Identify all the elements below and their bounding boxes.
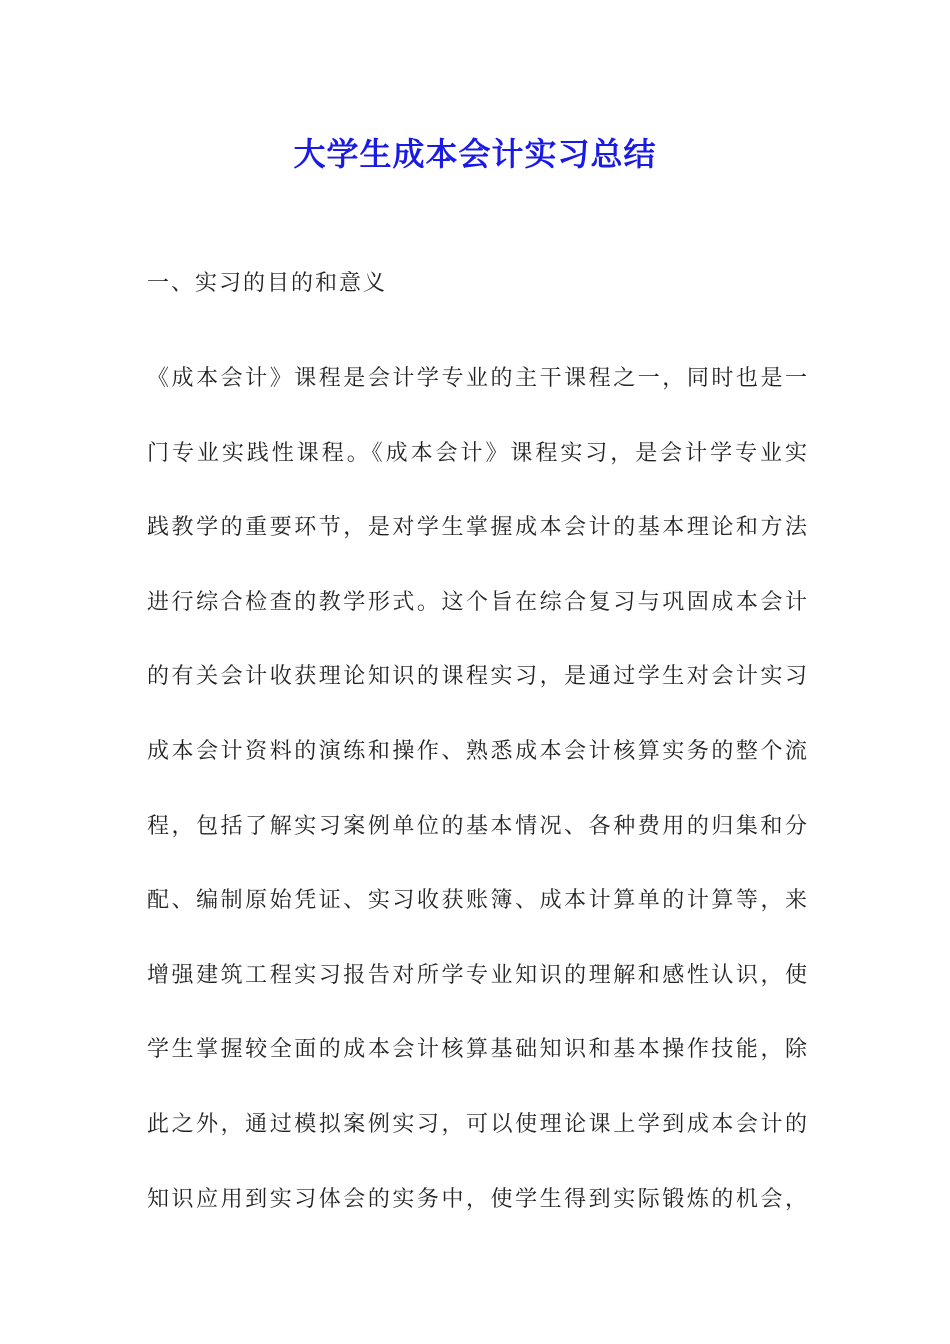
paragraph-line: 程，包括了解实习案例单位的基本情况、各种费用的归集和分 [147,813,807,839]
paragraph-line: 增强建筑工程实习报告对所学专业知识的理解和感性认识，使 [147,962,807,988]
paragraph-line: 配、编制原始凭证、实习收获账簿、成本计算单的计算等，来 [147,888,807,914]
paragraph-line: 学生掌握较全面的成本会计核算基础知识和基本操作技能，除 [147,1037,807,1063]
section-heading: 一、实习的目的和意义 [147,271,388,296]
paragraph-line: 知识应用到实习体会的实务中，使学生得到实际锻炼的机会， [147,1186,807,1212]
document-title: 大学生成本会计实习总结 [293,135,657,173]
paragraph-line: 成本会计资料的演练和操作、熟悉成本会计核算实务的整个流 [147,738,807,764]
paragraph-line: 的有关会计收获理论知识的课程实习，是通过学生对会计实习 [147,664,807,690]
paragraph-line: 践教学的重要环节，是对学生掌握成本会计的基本理论和方法 [147,515,807,541]
paragraph [147,342,807,1237]
paragraph-line: 进行综合检查的教学形式。这个旨在综合复习与巩固成本会计 [147,589,807,615]
paragraph-line: 《成本会计》课程是会计学专业的主干课程之一，同时也是一 [147,366,807,391]
paragraph-line: 此之外，通过模拟案例实习，可以使理论课上学到成本会计的 [147,1111,807,1137]
paragraph-line: 门专业实践性课程。《成本会计》课程实习，是会计学专业实 [147,440,807,466]
